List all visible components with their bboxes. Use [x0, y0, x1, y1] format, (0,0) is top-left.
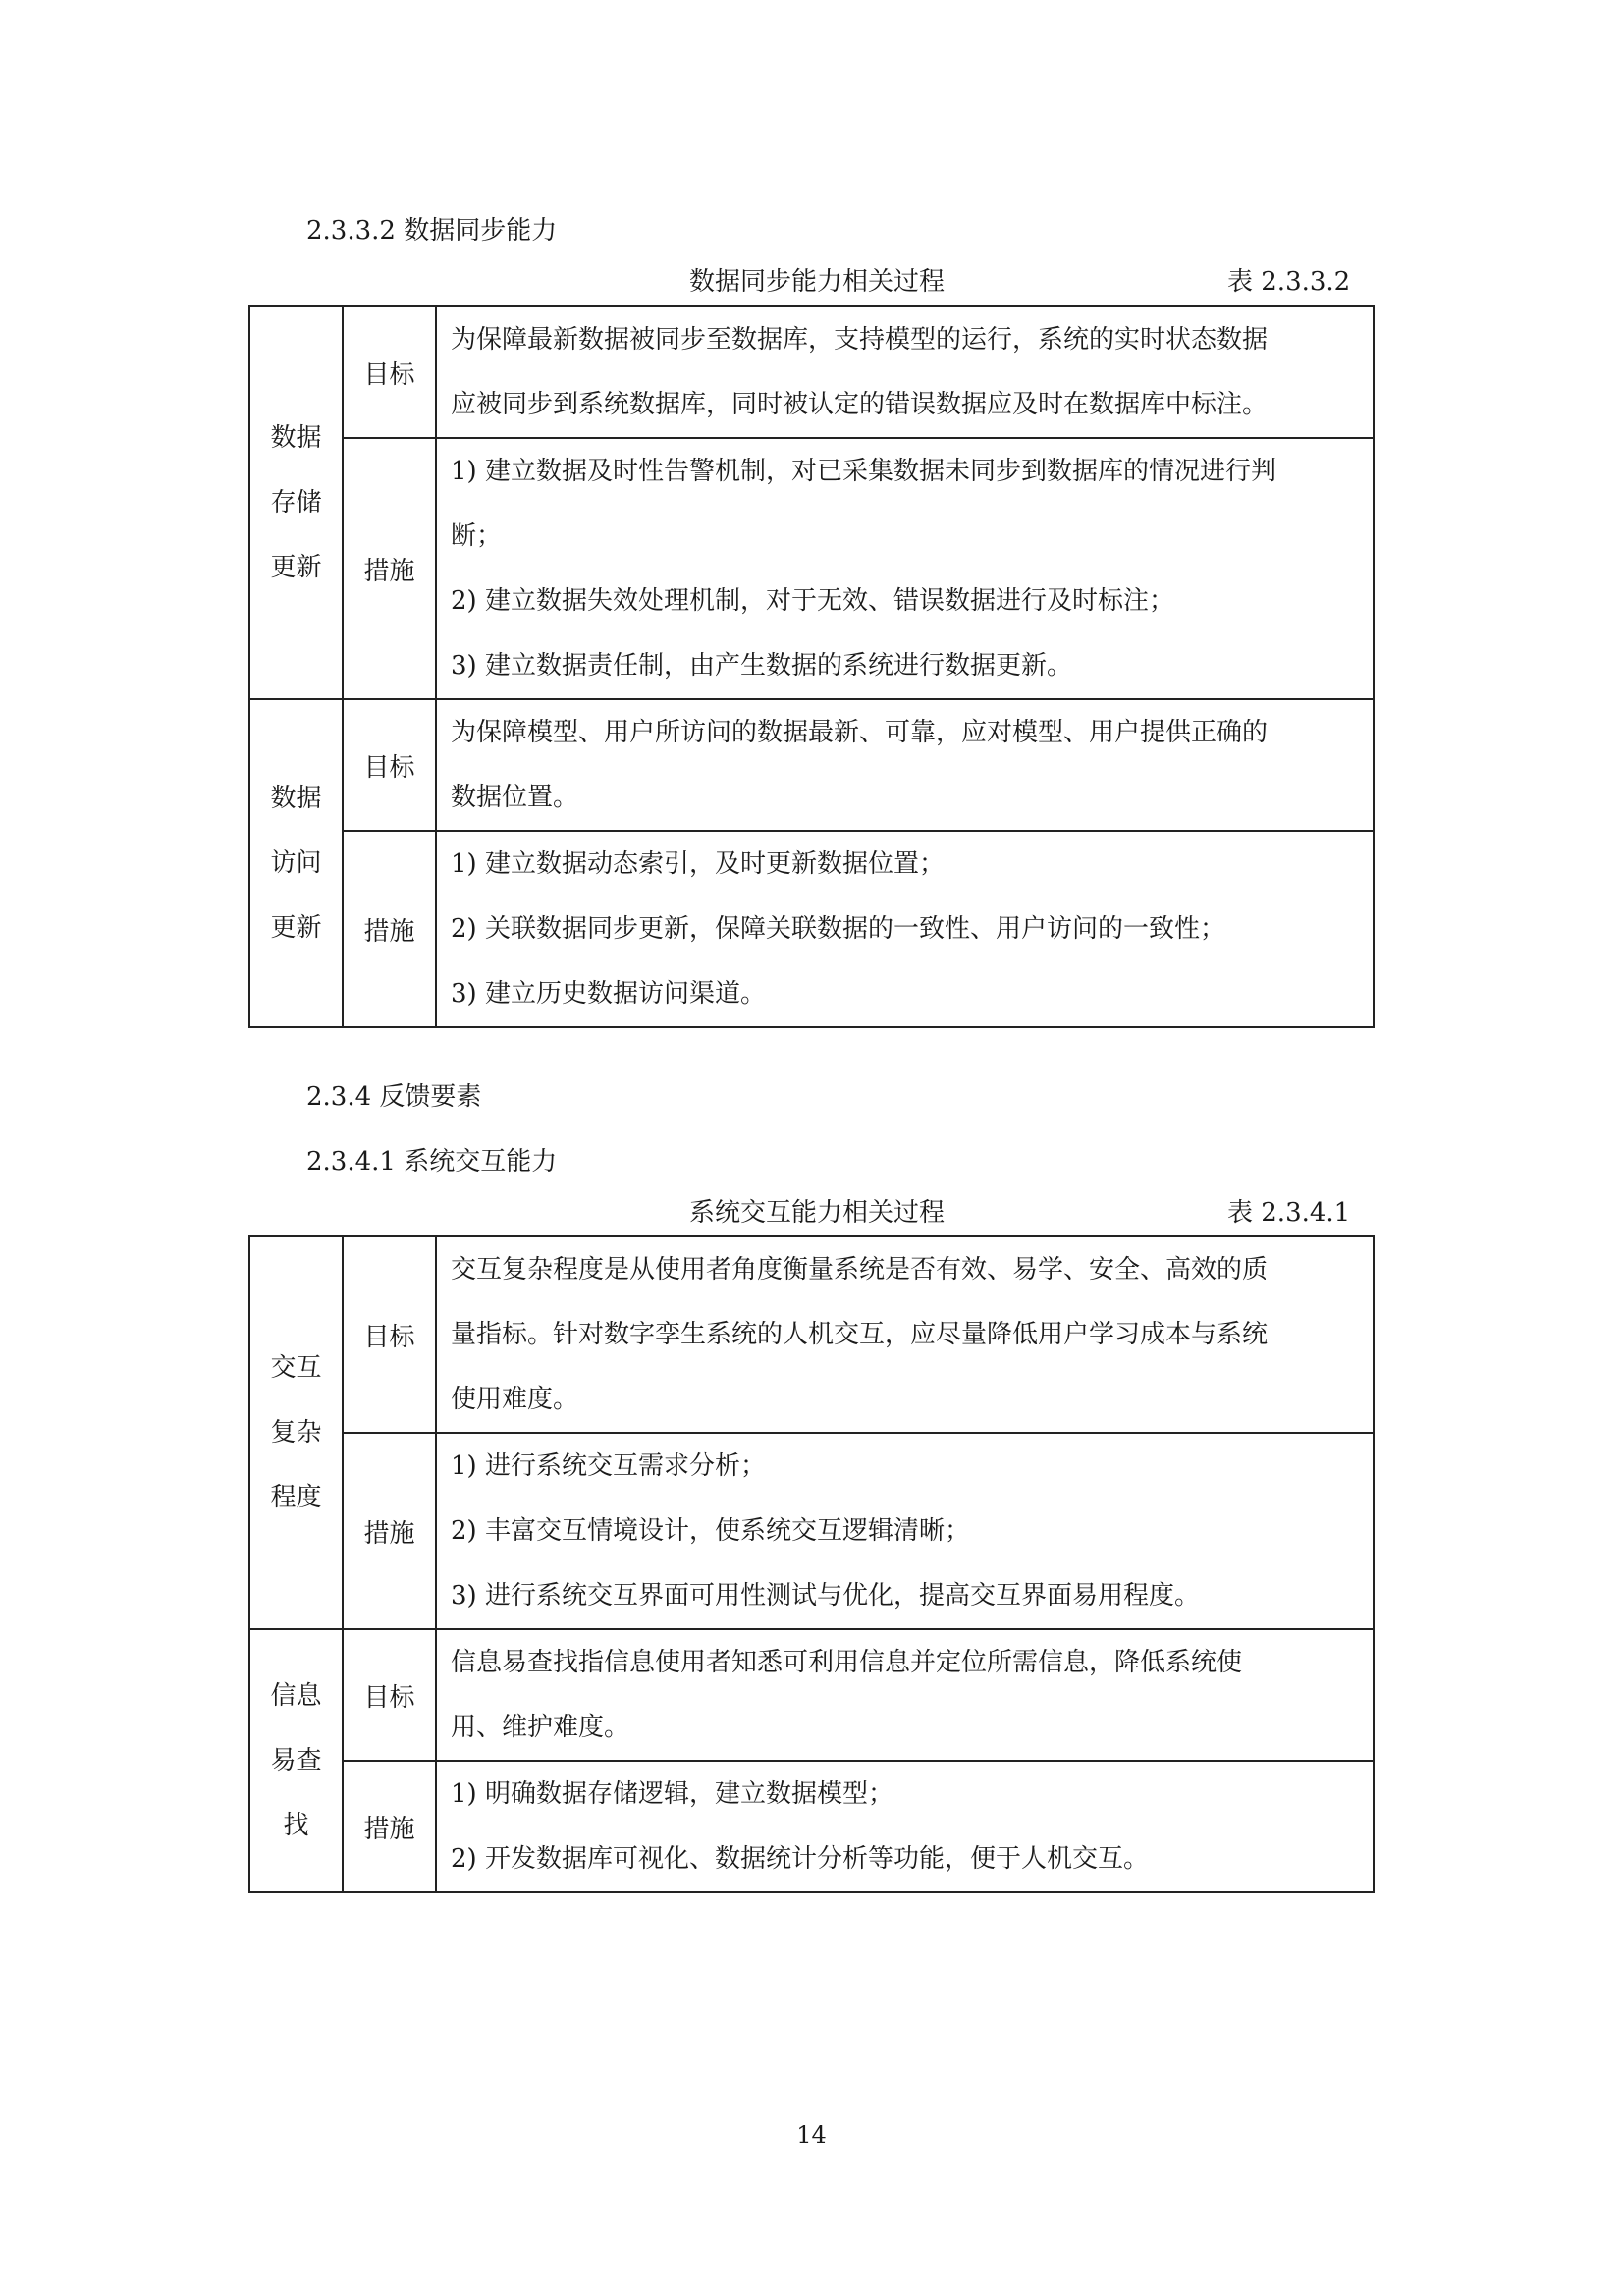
goal-label: 目标	[343, 306, 436, 438]
measure-label: 措施	[343, 831, 436, 1027]
page-number: 14	[796, 2121, 827, 2149]
goal-text: 信息易查找指信息使用者知悉可利用信息并定位所需信息，降低系统使 用、维护难度。	[436, 1629, 1374, 1761]
measures-text: 1) 建立数据及时性告警机制，对已采集数据未同步到数据库的情况进行判 断； 2) 建立数据失效处理机制，对于无效、错误数据进行及时标注； 3) 建立数据责任制，由产生数据的系统进行数据更新。	[436, 438, 1374, 699]
section-heading-2-3-4-1: 2.3.4.1 系统交互能力	[306, 1147, 558, 1176]
measure-label: 措施	[343, 1433, 436, 1629]
table-number: 表 2.3.3.2	[1227, 267, 1351, 297]
goal-label: 目标	[343, 699, 436, 831]
goal-label: 目标	[343, 1629, 436, 1761]
goal-label: 目标	[343, 1236, 436, 1433]
category-cell: 交互 复杂 程度	[249, 1236, 343, 1629]
goal-text: 交互复杂程度是从使用者角度衡量系统是否有效、易学、安全、高效的质 量指标。针对数字孪生系统的人机交互，应尽量降低用户学习成本与系统 使用难度。	[436, 1236, 1374, 1433]
section-heading-2-3-3-2: 2.3.3.2 数据同步能力	[306, 216, 558, 246]
goal-text: 为保障最新数据被同步至数据库，支持模型的运行，系统的实时状态数据 应被同步到系统数据库，同时被认定的错误数据应及时在数据库中标注。	[436, 306, 1374, 438]
data-sync-table	[248, 305, 1375, 1028]
measures-text: 1) 进行系统交互需求分析； 2) 丰富交互情境设计，使系统交互逻辑清晰； 3) 进行系统交互界面可用性测试与优化，提高交互界面易用程度。	[436, 1433, 1374, 1629]
category-cell: 数据 存储 更新	[249, 306, 343, 699]
table-caption: 系统交互能力相关过程	[689, 1198, 946, 1228]
system-interaction-table	[248, 1235, 1375, 1893]
goal-text: 为保障模型、用户所访问的数据最新、可靠，应对模型、用户提供正确的 数据位置。	[436, 699, 1374, 831]
measure-label: 措施	[343, 438, 436, 699]
measures-text: 1) 明确数据存储逻辑，建立数据模型； 2) 开发数据库可视化、数据统计分析等功能，便于人机交互。	[436, 1761, 1374, 1892]
table-caption: 数据同步能力相关过程	[689, 267, 946, 297]
measures-text: 1) 建立数据动态索引，及时更新数据位置； 2) 关联数据同步更新，保障关联数据的一致性、用户访问的一致性； 3) 建立历史数据访问渠道。	[436, 831, 1374, 1027]
category-cell: 信息 易查 找	[249, 1629, 343, 1892]
section-heading-2-3-4: 2.3.4 反馈要素	[306, 1082, 482, 1112]
category-cell: 数据 访问 更新	[249, 699, 343, 1027]
measure-label: 措施	[343, 1761, 436, 1892]
table-number: 表 2.3.4.1	[1227, 1198, 1351, 1228]
